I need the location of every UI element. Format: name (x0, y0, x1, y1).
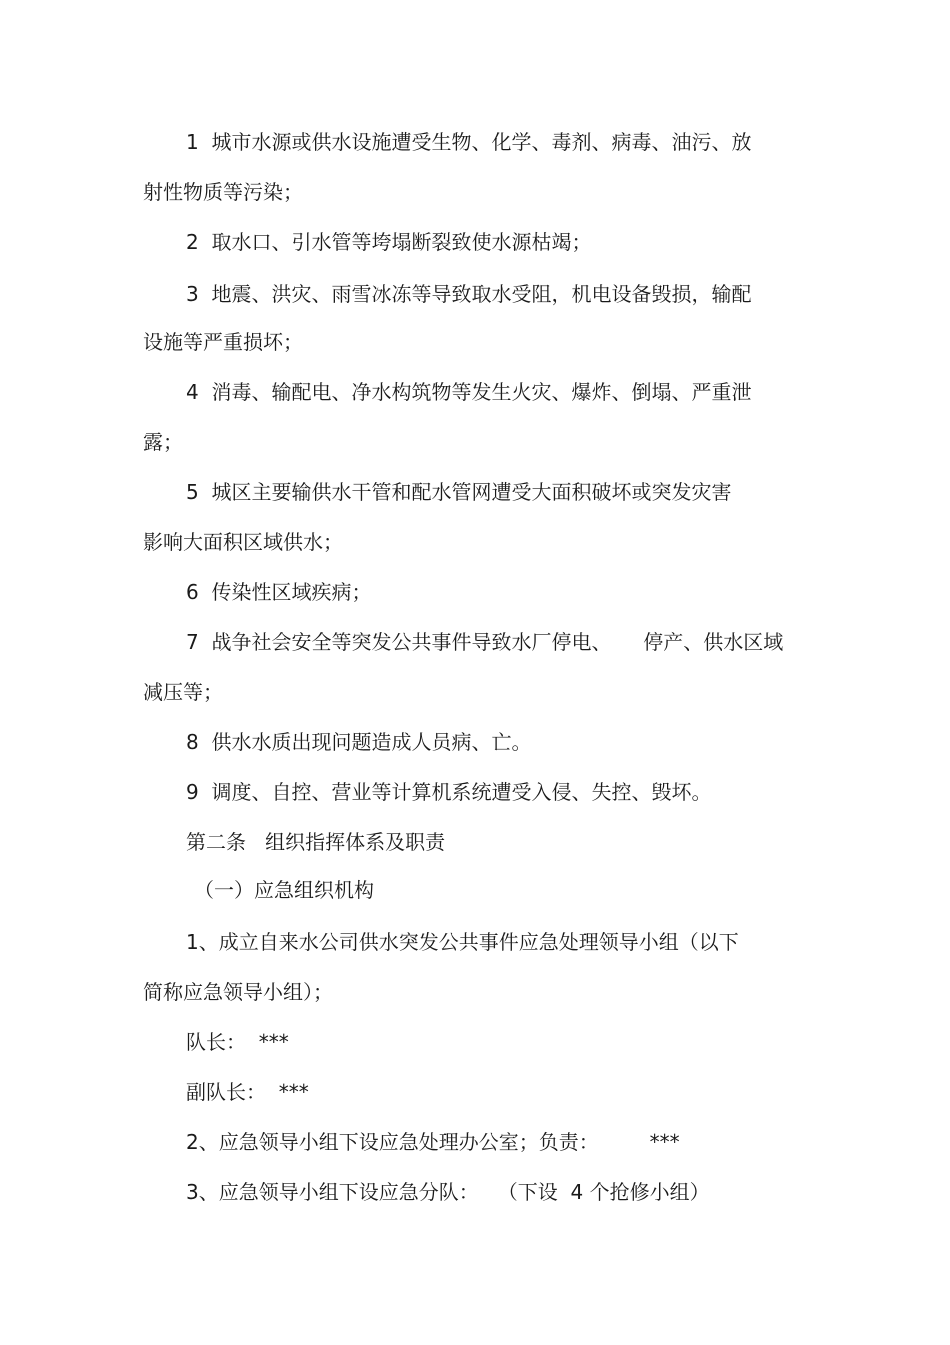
deputy-leader-line: 副队长： *** (186, 1080, 309, 1104)
item-7-line-1: 7 战争社会安全等突发公共事件导致水厂停电、 停产、供水区域 (186, 630, 784, 654)
item-1-line-2: 射性物质等污染； (143, 180, 303, 204)
paragraph-3: 3、应急领导小组下设应急分队： （下设 4 个抢修小组） (186, 1180, 710, 1204)
paragraph-1-line-1: 1、成立自来水公司供水突发公共事件应急处理领导小组（以下 (186, 930, 739, 954)
item-2: 2 取水口、引水管等垮塌断裂致使水源枯竭； (186, 230, 592, 254)
item-8: 8 供水水质出现问题造成人员病、亡。 (186, 730, 532, 754)
section-subheading: （一）应急组织机构 (194, 878, 374, 902)
item-5-line-2: 影响大面积区域供水； (143, 530, 343, 554)
item-5-line-1: 5 城区主要输供水干管和配水管网遭受大面积破坏或突发灾害 (186, 480, 732, 504)
item-4-line-2: 露； (143, 430, 183, 454)
item-3-line-2: 设施等严重损坏； (143, 330, 303, 354)
item-3-line-1: 3 地震、洪灾、雨雪冰冻等导致取水受阻，机电设备毁损，输配 (186, 282, 752, 306)
item-4-line-1: 4 消毒、输配电、净水构筑物等发生火灾、爆炸、倒塌、严重泄 (186, 380, 752, 404)
paragraph-2: 2、应急领导小组下设应急处理办公室；负责： *** (186, 1130, 680, 1154)
article-heading: 第二条 组织指挥体系及职责 (186, 830, 446, 854)
item-9: 9 调度、自控、营业等计算机系统遭受入侵、失控、毁坏。 (186, 780, 712, 804)
paragraph-1-line-2: 简称应急领导小组）； (143, 980, 333, 1004)
item-6: 6 传染性区域疾病； (186, 580, 372, 604)
leader-line: 队长： *** (186, 1030, 289, 1054)
item-1-line-1: 1 城市水源或供水设施遭受生物、化学、毒剂、病毒、油污、放 (186, 130, 752, 154)
item-7-line-2: 减压等； (143, 680, 223, 704)
